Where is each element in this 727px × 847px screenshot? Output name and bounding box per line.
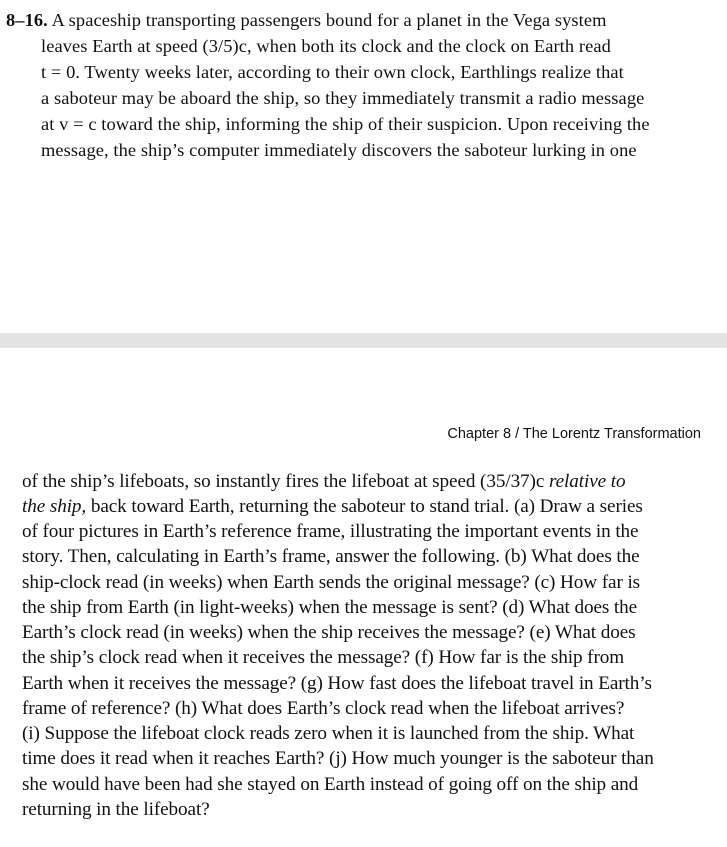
text-span: back toward Earth, returning the saboteur to stand trial. (a) Draw a series (86, 496, 643, 517)
continuation-line-1 (22, 470, 625, 494)
italic-span: relative to (548, 471, 626, 492)
continuation-line-7: Earth’s clock read (in weeks) when the ship receives the message? (e) What does (22, 622, 636, 643)
problem-label: 8–16. (6, 10, 48, 30)
italic-span: the ship, (22, 496, 87, 517)
continuation-line-10: frame of reference? (h) What does Earth’s clock read when the lifeboat arrives? (22, 698, 625, 719)
problem-line-1 (6, 8, 607, 32)
problem-line-4: a saboteur may be aboard the ship, so they immediately transmit a radio message (41, 88, 645, 108)
problem-line-6: message, the ship’s computer immediately discovers the saboteur lurking in one (41, 140, 637, 160)
page-top (0, 0, 727, 333)
problem-line-2: leaves Earth at speed (3/5)c, when both its clock and the clock on Earth read (41, 36, 611, 56)
continuation-line-3: of four pictures in Earth’s reference frame, illustrating the important events in the (22, 521, 639, 542)
problem-text: A spaceship transporting passengers bound for a planet in the Vega system (47, 10, 607, 30)
continuation-line-4: story. Then, calculating in Earth’s frame, answer the following. (b) What does the (22, 546, 640, 567)
page-gap (0, 333, 727, 348)
continuation-line-11: (i) Suppose the lifeboat clock reads zero when it is launched from the ship. What (22, 723, 635, 744)
text-span: of the ship’s lifeboats, so instantly fires the lifeboat at speed (35/37)c (22, 471, 549, 492)
continuation-line-5: ship-clock read (in weeks) when Earth sends the original message? (c) How far is (22, 572, 641, 593)
continuation-line-8: the ship’s clock read when it receives the message? (f) How far is the ship from (22, 647, 625, 668)
continuation-line-13: she would have been had she stayed on Earth instead of going off on the ship and (22, 774, 639, 795)
continuation-line-9: Earth when it receives the message? (g) How fast does the lifeboat travel in Earth’s (22, 673, 652, 694)
continuation-line-6: the ship from Earth (in light-weeks) when the message is sent? (d) What does the (22, 597, 638, 618)
running-head: Chapter 8 / The Lorentz Transformation (447, 426, 701, 442)
problem-line-3: t = 0. Twenty weeks later, according to their own clock, Earthlings realize that (41, 62, 624, 82)
continuation-line-12: time does it read when it reaches Earth? (j) How much younger is the saboteur than (22, 748, 654, 769)
continuation-line-14: returning in the lifeboat? (22, 799, 210, 820)
problem-line-5: at v = c toward the ship, informing the ship of their suspicion. Upon receiving the (41, 114, 650, 134)
continuation-line-2 (22, 495, 643, 519)
